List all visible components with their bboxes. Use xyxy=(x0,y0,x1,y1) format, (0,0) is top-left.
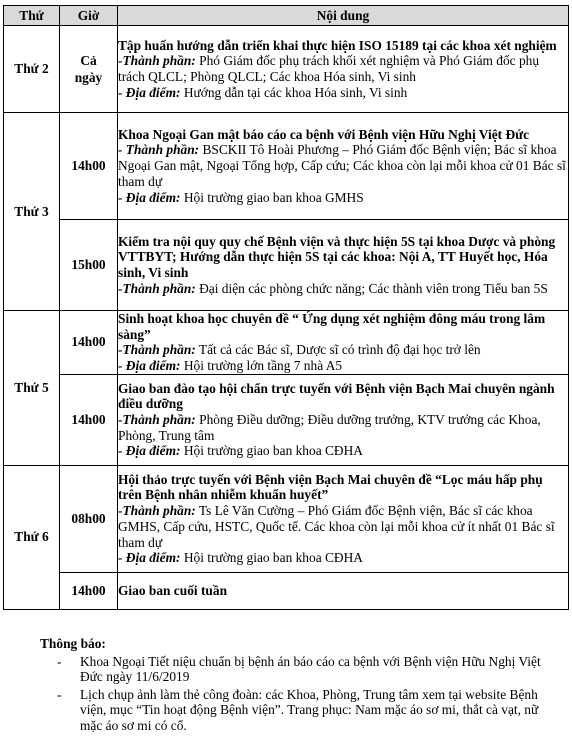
content-cell xyxy=(118,311,569,375)
content-cell xyxy=(118,26,569,113)
session-participants: -Thành phần: Đại diện các phòng chức năng; Các thành viên trong Tiểu ban 5S xyxy=(118,280,548,296)
header-row xyxy=(4,6,569,26)
content-cell xyxy=(118,572,569,609)
content-cell xyxy=(118,220,569,311)
notice-section xyxy=(40,636,560,735)
day-cell: Thứ 5 xyxy=(4,311,60,466)
list-item: - Lịch chụp ảnh làm thẻ công đoàn: các Khoa, Phòng, Trung tâm xem tại website Bệnh viện, mục “Tin hoạt động Bệnh viện”. Trang phục: Nam mặc áo sơ mi, thắt cà vạt, nữ mặc áo sơ mi có cổ. xyxy=(57,686,539,733)
table-row xyxy=(4,26,569,113)
session-title: Tập huấn hướng dẫn triển khai thực hiện ISO 15189 tại các khoa xét nghiệm xyxy=(118,37,557,53)
bullet-dash: - xyxy=(57,653,62,669)
table-row xyxy=(4,374,569,465)
session-title: Giao ban đào tạo hội chẩn trực tuyến với Bệnh viện Bạch Mai chuyên ngành điều dưỡng xyxy=(118,380,555,412)
day-cell: Thứ 3 xyxy=(4,113,60,311)
bullet-dash: - xyxy=(57,686,62,702)
session-participants: -Thành phần: Phòng Điều dưỡng; Điều dưỡng trưởng, KTV trưởng các Khoa, Phòng, Trung tâm xyxy=(118,411,541,443)
notice-list xyxy=(40,654,560,734)
schedule-table xyxy=(3,5,569,610)
time-cell: 14h00 xyxy=(60,113,118,220)
table-row xyxy=(4,311,569,375)
content-cell xyxy=(118,374,569,465)
header-day: Thứ xyxy=(4,6,60,26)
session-participants: -Thành phần: Phó Giám đốc phụ trách khối xét nghiệm và Phó Giám đốc phụ trách QLCL; Phòng QLCL; Các khoa Hóa sinh, Vi sinh xyxy=(118,53,540,84)
session-title: Khoa Ngoại Gan mật báo cáo ca bệnh với Bệnh viện Hữu Nghị Việt Đức xyxy=(118,126,530,142)
session-title: Kiểm tra nội quy quy chế Bệnh viện và thực hiện 5S tại khoa Dược và phòng VTTBYT; Hướng dẫn thực hiện 5S tại các khoa: Nội A, TT Huyết học, Hóa sinh, Vi sinh xyxy=(118,233,556,280)
session-title: Giao ban cuối tuần xyxy=(118,582,228,598)
content-cell xyxy=(118,113,569,220)
session-title: Sinh hoạt khoa học chuyên đề “ Ứng dụng xét nghiệm đông máu trong lâm sàng” xyxy=(118,311,546,342)
time-cell: 14h00 xyxy=(60,374,118,465)
time-cell: Cả ngày xyxy=(60,26,118,113)
time-cell: 08h00 xyxy=(60,465,118,572)
time-cell: 14h00 xyxy=(60,572,118,609)
notice-title: Thông báo: xyxy=(40,636,106,651)
session-participants: -Thành phần: Ts Lê Văn Cường – Phó Giám đốc Bệnh viện, Bác sĩ các khoa GMHS, Cấp cứu, HSTC, Quốc tế. Các khoa còn lại mỗi khoa cử ít nhất 01 Bác sĩ tham dự xyxy=(118,503,555,550)
time-cell: 15h00 xyxy=(60,220,118,311)
session-title: Hội thảo trực tuyến với Bệnh viện Bạch Mai chuyên đề “Lọc máu hấp phụ trên Bệnh nhân nhiễm khuẩn huyết” xyxy=(118,471,543,503)
header-time: Giờ xyxy=(60,6,118,26)
session-location: - Địa điểm: Hướng dẫn tại các khoa Hóa sinh, Vi sinh xyxy=(118,84,408,100)
session-location: - Địa điểm: Hội trường giao ban khoa GMHS xyxy=(118,189,364,205)
header-content: Nội dung xyxy=(118,6,569,26)
table-row xyxy=(4,572,569,609)
list-item: - Khoa Ngoại Tiết niệu chuẩn bị bệnh án báo cáo ca bệnh với Bệnh viện Hữu Nghị Việt Đức ngày 11/6/2019 xyxy=(57,653,541,684)
session-participants: - Thành phần: BSCKII Tô Hoài Phương – Phó Giám đốc Bệnh viện; Bác sĩ khoa Ngoại Gan mật, Ngoại Tổng hợp, Cấp cứu; Các khoa còn lại mỗi khoa cử 01 Bác sĩ tham dự xyxy=(118,142,566,189)
table-row xyxy=(4,465,569,572)
session-location: - Địa điểm: Hội trường giao ban khoa CĐHA xyxy=(118,443,363,459)
day-cell: Thứ 6 xyxy=(4,465,60,609)
time-cell: 14h00 xyxy=(60,311,118,375)
table-row xyxy=(4,113,569,220)
table-row xyxy=(4,220,569,311)
content-cell xyxy=(118,465,569,572)
session-participants: -Thành phần: Tất cả các Bác sĩ, Dược sĩ có trình độ đại học trở lên xyxy=(118,342,481,358)
session-location: - Địa điểm: Hội trường giao ban khoa CĐHA xyxy=(118,550,363,566)
day-cell: Thứ 2 xyxy=(4,26,60,113)
session-location: - Địa điểm: Hội trường lớn tầng 7 nhà A5 xyxy=(118,358,343,374)
